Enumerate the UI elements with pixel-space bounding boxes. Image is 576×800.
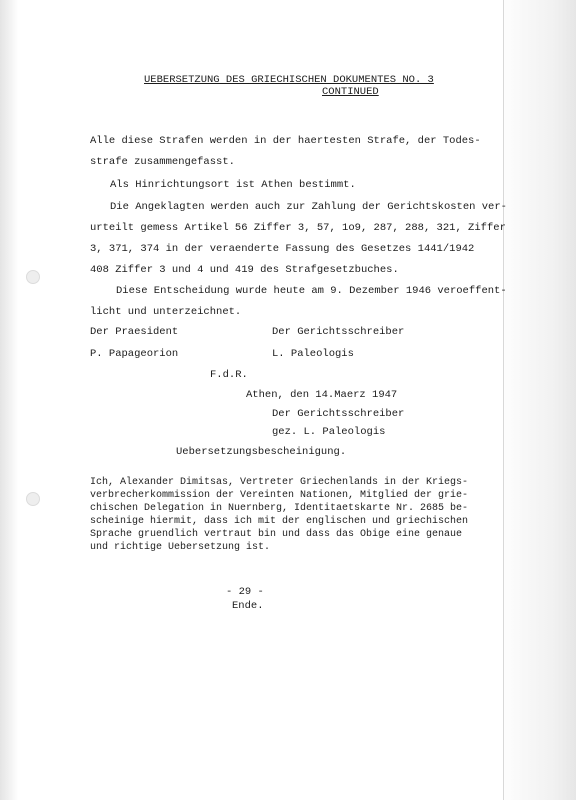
- body-line: strafe zusammengefasst.: [90, 156, 235, 168]
- clerk-title: Der Gerichtsschreiber: [272, 326, 405, 338]
- continued-label: CONTINUED: [322, 86, 379, 98]
- clerk-name: L. Paleologis: [272, 348, 354, 360]
- statement-line: Sprache gruendlich vertraut bin und dass das Obige eine genaue: [90, 529, 463, 540]
- fdr-mark: F.d.R.: [210, 369, 248, 381]
- statement-line: Ich, Alexander Dimitsas, Vertreter Griechenlands in der Kriegs-: [90, 477, 469, 488]
- place-date: Athen, den 14.Maerz 1947: [246, 389, 398, 401]
- body-line: 408 Ziffer 3 und 4 und 419 des Strafgesetzbuches.: [90, 264, 399, 276]
- punch-hole-bottom: [26, 492, 40, 506]
- body-line: Die Angeklagten werden auch zur Zahlung der Gerichtskosten ver-: [110, 201, 507, 213]
- punch-hole-top: [26, 270, 40, 284]
- scan-right-edge: [503, 0, 576, 800]
- president-name: P. Papageorion: [90, 348, 179, 360]
- body-line: Diese Entscheidung wurde heute am 9. Dezember 1946 veroeffent-: [116, 285, 507, 297]
- body-line: 3, 371, 374 in der veraenderte Fassung des Gesetzes 1441/1942: [90, 243, 475, 255]
- president-title: Der Praesident: [90, 326, 179, 338]
- statement-line: chischen Delegation in Nuernberg, Identitaetskarte Nr. 2685 be-: [90, 503, 469, 514]
- cert-clerk-title: Der Gerichtsschreiber: [272, 408, 405, 420]
- body-line: urteilt gemess Artikel 56 Ziffer 3, 57, 1o9, 287, 288, 321, Ziffer: [90, 222, 506, 234]
- certification-heading: Uebersetzungsbescheinigung.: [176, 446, 347, 458]
- statement-line: und richtige Uebersetzung ist.: [90, 542, 271, 553]
- page-number: - 29 -: [226, 586, 264, 598]
- document-title: UEBERSETZUNG DES GRIECHISCHEN DOKUMENTES NO. 3: [144, 74, 434, 86]
- end-mark: Ende.: [232, 600, 264, 612]
- scan-left-edge: [0, 0, 18, 800]
- body-line: Als Hinrichtungsort ist Athen bestimmt.: [110, 179, 356, 191]
- statement-line: verbrecherkommission der Vereinten Nationen, Mitglied der grie-: [90, 490, 469, 501]
- body-line: Alle diese Strafen werden in der haertesten Strafe, der Todes-: [90, 135, 481, 147]
- body-line: licht und unterzeichnet.: [90, 306, 242, 318]
- cert-signed: gez. L. Paleologis: [272, 426, 386, 438]
- statement-line: scheinige hiermit, dass ich mit der englischen und griechischen: [90, 516, 469, 527]
